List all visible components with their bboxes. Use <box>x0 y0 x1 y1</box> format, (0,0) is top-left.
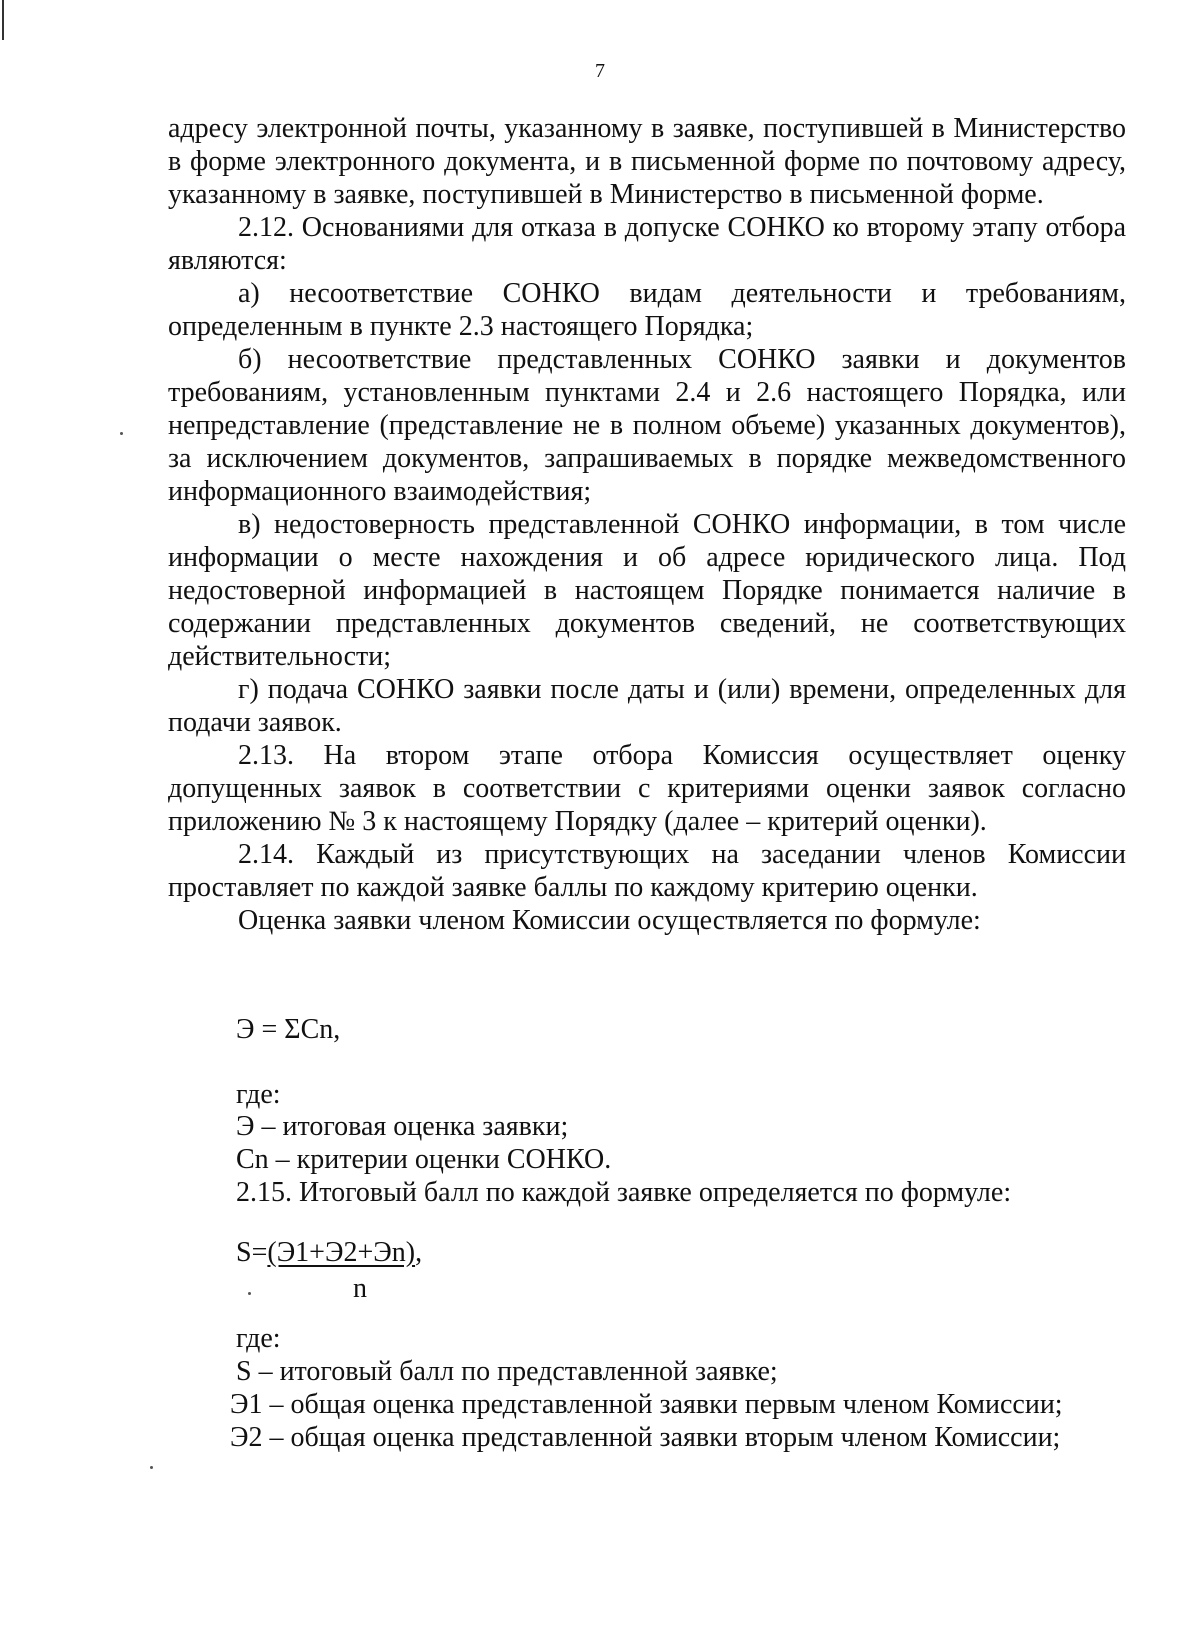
paragraph-formula-intro: Оценка заявки членом Комиссии осуществляется по формуле: <box>238 905 981 936</box>
formula-1-where: где: <box>236 1079 281 1110</box>
paragraph-2-12-a: а) несоответствие СОНКО видам деятельности и требованиям, определенным в пункте 2.3 настоящего Порядка; <box>168 278 1126 342</box>
paragraph-2-12-g: г) подача СОНКО заявки после даты и (или) времени, определенных для подачи заявок. <box>168 674 1126 738</box>
formula-2-comma: , <box>415 1237 423 1268</box>
scan-edge-mark <box>2 0 4 40</box>
paragraph-2-12-v: в) недостоверность представленной СОНКО информации, в том числе информации о месте нахождения и об адресе юридического лица. Под недостоверной информацией в настоящем Порядке понимается наличие в содержании представленных документов сведений, не соответствующих действительности; <box>168 509 1126 672</box>
scan-speck <box>248 1292 251 1295</box>
paragraph-2-15: 2.15. Итоговый балл по каждой заявке определяется по формуле: <box>236 1177 1012 1208</box>
scan-speck <box>120 432 123 435</box>
formula-2-lhs: S= <box>236 1237 268 1268</box>
page-number: 7 <box>595 60 605 82</box>
paragraph-2-12-b: б) несоответствие представленных СОНКО заявки и документов требованиям, установленным пунктами 2.4 и 2.6 настоящего Порядка, или непредставление (представление не в полном объеме) указанных документов), за исключением документов, запрашиваемых в порядке межведомственного информационного взаимодействия; <box>168 344 1126 507</box>
formula-1: Э = ΣCn, <box>236 1014 341 1045</box>
formula-2-where: где: <box>236 1323 281 1354</box>
formula-2-numerator: (Э1+Э2+Эn) <box>267 1237 416 1268</box>
formula-2-numerator-line <box>236 1236 422 1269</box>
formula-2-definitions <box>160 1388 1126 1454</box>
main-text <box>168 112 1126 937</box>
formula-2-def-s: S – итоговый балл по представленной заявке; <box>236 1356 778 1387</box>
formula-2-denominator: n <box>353 1273 367 1304</box>
formula-1-def-cn: Cn – критерии оценки СОНКО. <box>236 1144 612 1175</box>
formula-2-def-e2: Э2 – общая оценка представленной заявки вторым членом Комиссии; <box>230 1422 1061 1453</box>
paragraph-continuation: адресу электронной почты, указанному в заявке, поступившей в Министерство в форме электронного документа, и в письменной форме по почтовому адресу, указанному в заявке, поступившей в Министерство в письменной форме. <box>168 113 1126 210</box>
formula-2-def-e1: Э1 – общая оценка представленной заявки первым членом Комиссии; <box>230 1389 1063 1420</box>
paragraph-2-13: 2.13. На втором этапе отбора Комиссия осуществляет оценку допущенных заявок в соответствии с критериями оценки заявок согласно приложению № 3 к настоящему Порядку (далее – критерий оценки). <box>168 740 1126 837</box>
formula-1-def-e: Э – итоговая оценка заявки; <box>236 1111 569 1142</box>
scan-speck <box>150 1466 153 1469</box>
paragraph-2-12: 2.12. Основаниями для отказа в допуске СОНКО ко второму этапу отбора являются: <box>168 212 1126 276</box>
paragraph-2-14: 2.14. Каждый из присутствующих на заседании членов Комиссии проставляет по каждой заявке баллы по каждому критерию оценки. <box>168 839 1126 903</box>
